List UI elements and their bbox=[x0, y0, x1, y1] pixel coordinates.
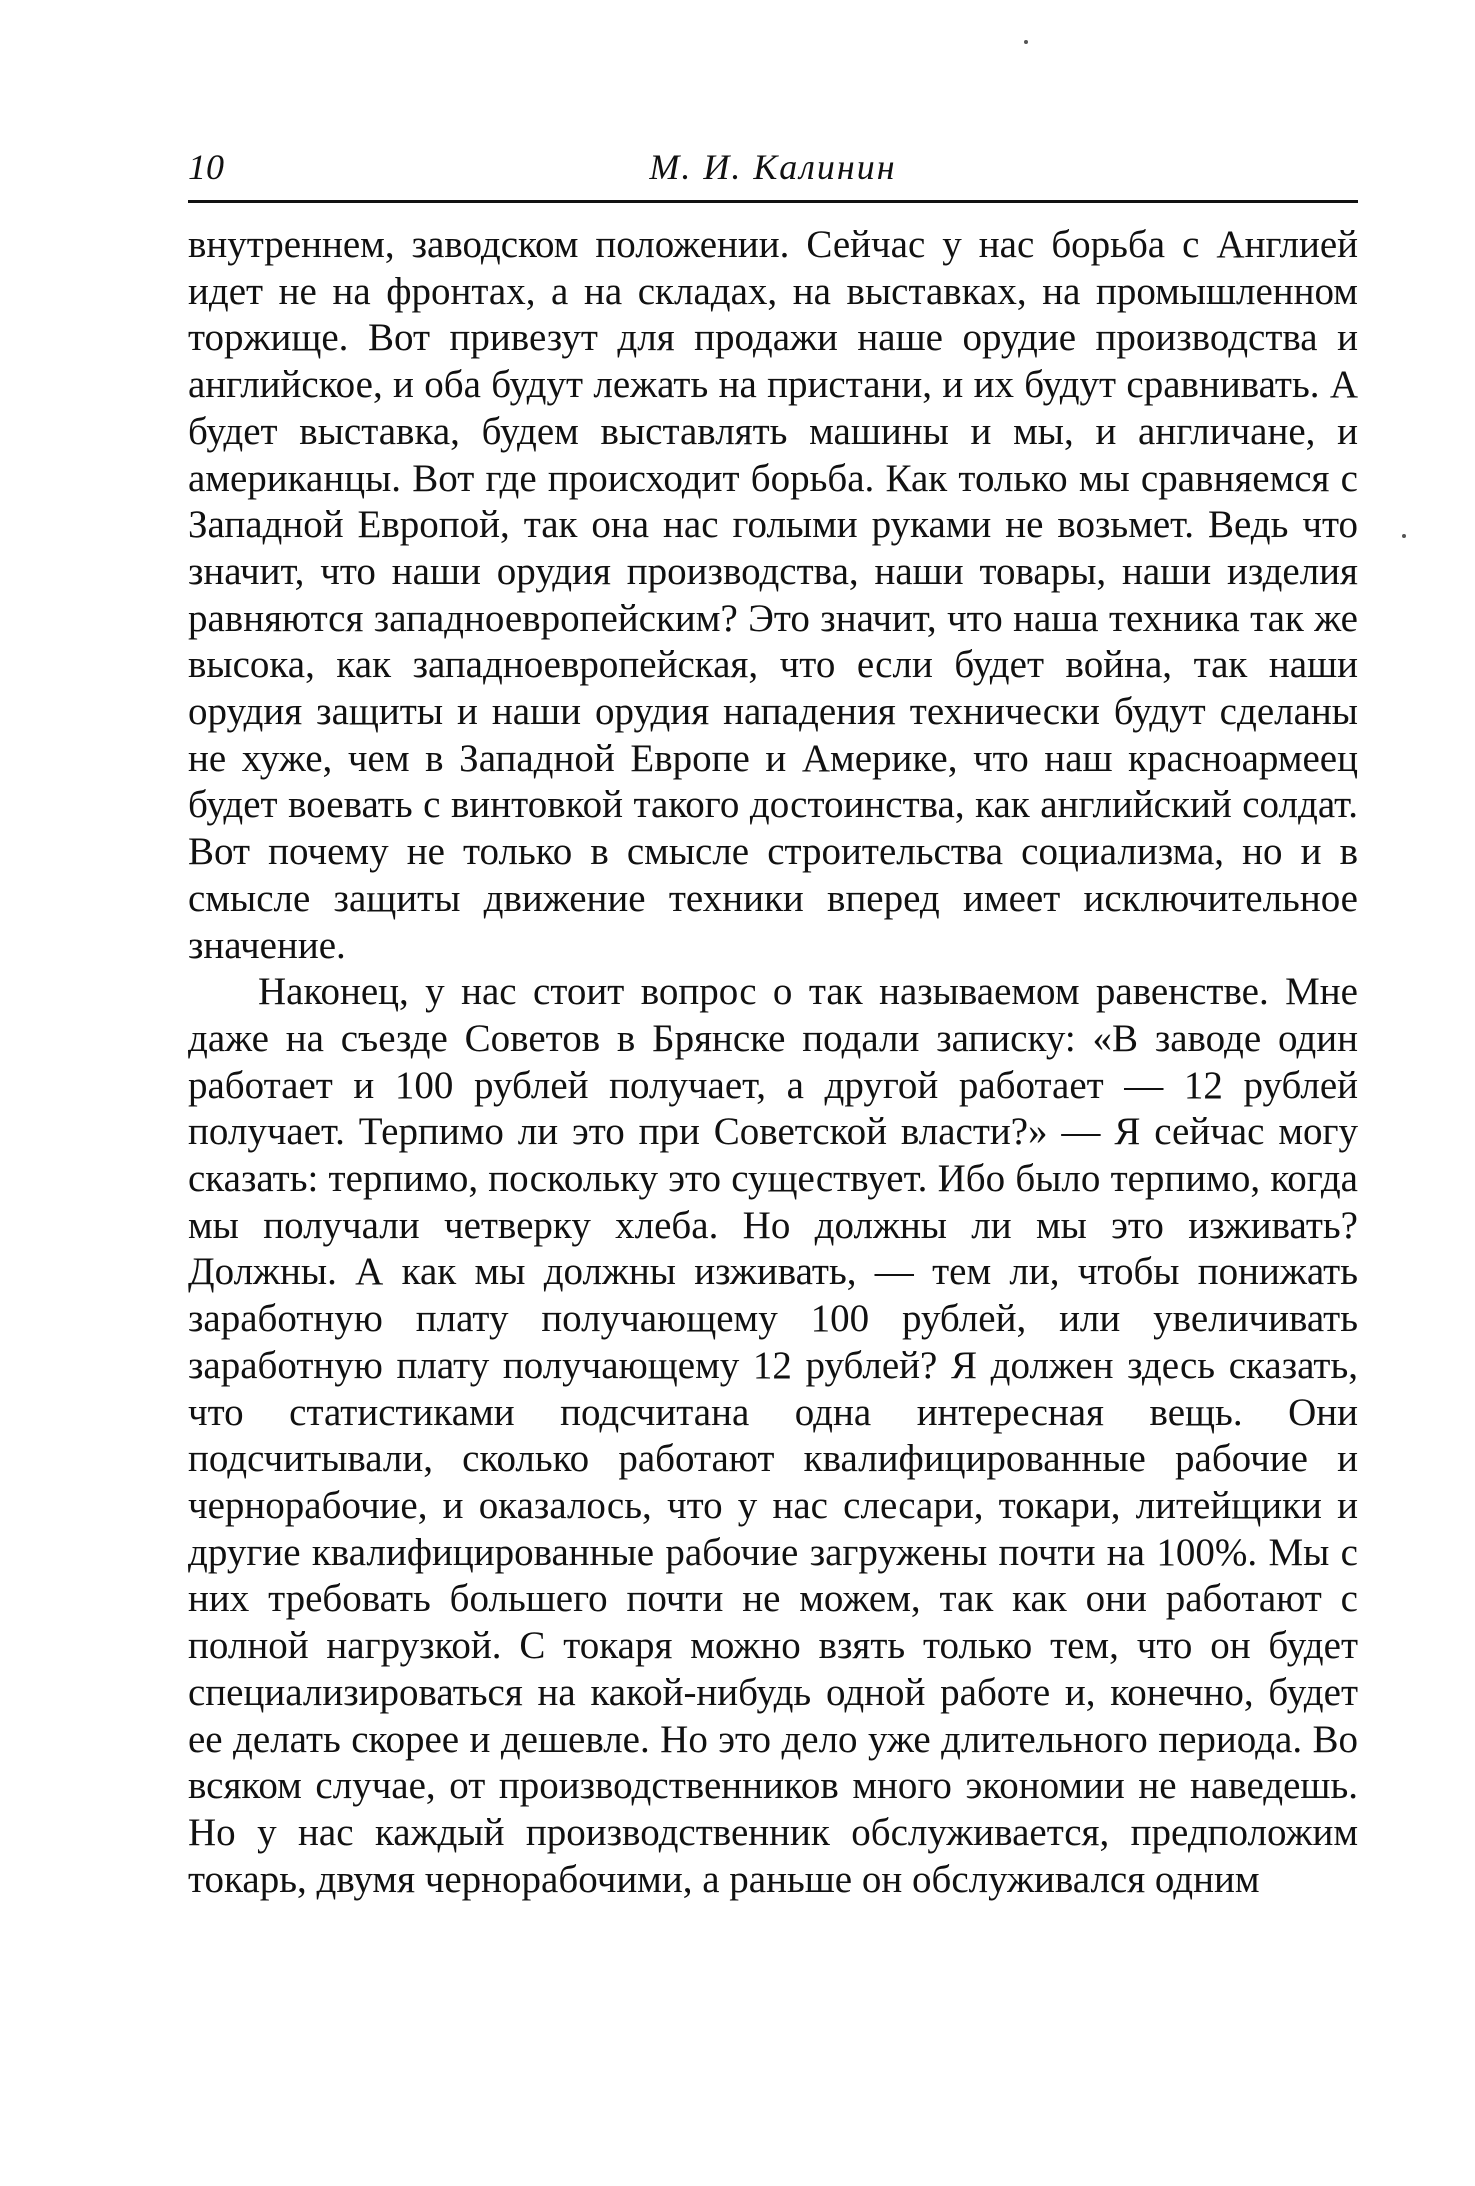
paragraph: внутреннем, заводском положении. Сейчас у нас борьба с Англией идет не на фронтах, а на складах, на выставках, на промышленном торжище. Вот привезут для продажи наше орудие производства и английское, и оба будут лежать на пристани, и их будут сравнивать. А будет выставка, будем выставлять машины и мы, и англичане, и американцы. Вот где происходит борьба. Как только мы сравняемся с Западной Европой, так она нас голыми руками не возьмет. Ведь что значит, что наши орудия производства, наши товары, наши изделия равняются западноевропейским? Это значит, что наша техника так же высока, как западноевропейская, что если будет война, так наши орудия защиты и наши орудия нападения технически будут сделаны не хуже, чем в Западной Европе и Америке, что наш красноармеец будет воевать с винтовкой такого достоинства, как английский солдат. Вот почему не только в смысле строительства социализма, но и в смысле защиты движение техники вперед имеет исключительное значение. bbox=[188, 223, 1358, 967]
paragraph: Наконец, у нас стоит вопрос о так называемом равенстве. Мне даже на съезде Советов в Брянске подали записку: «В заводе один работает и 100 рублей получает, а другой работает — 12 рублей получает. Терпимо ли это при Советской власти?» — Я сейчас могу сказать: терпимо, поскольку это существует. Ибо было терпимо, когда мы получали четверку хлеба. Но должны ли мы это изживать? Должны. А как мы должны изживать, — тем ли, чтобы понижать заработную плату получающему 100 рублей, или увеличивать заработную плату получающему 12 рублей? Я должен здесь сказать, что статистиками подсчитана одна интересная вещь. Они подсчитывали, сколько работают квалифицированные рабочие и чернорабочие, и оказалось, что у нас слесари, токари, литейщики и другие квалифицированные рабочие загружены почти на 100%. Мы с них требовать большего почти не можем, так как они работают с полной нагрузкой. С токаря можно взять только тем, что он будет специализироваться на какой-нибудь одной работе и, конечно, будет ее делать скорее и дешевле. Но это дело уже длительного периода. Во всяком случае, от производственников много экономии не наведешь. Но у нас каждый производственник обслуживается, предположим токарь, двумя чернорабочими, а раньше он обслуживался одним bbox=[188, 970, 1358, 1901]
body-text bbox=[188, 222, 1358, 1903]
running-title: М. И. Калинин bbox=[649, 147, 897, 187]
print-speck bbox=[1024, 40, 1028, 44]
page-header bbox=[188, 142, 1358, 192]
print-speck bbox=[1402, 534, 1406, 538]
page-number: 10 bbox=[188, 147, 224, 187]
header-rule bbox=[188, 200, 1358, 203]
